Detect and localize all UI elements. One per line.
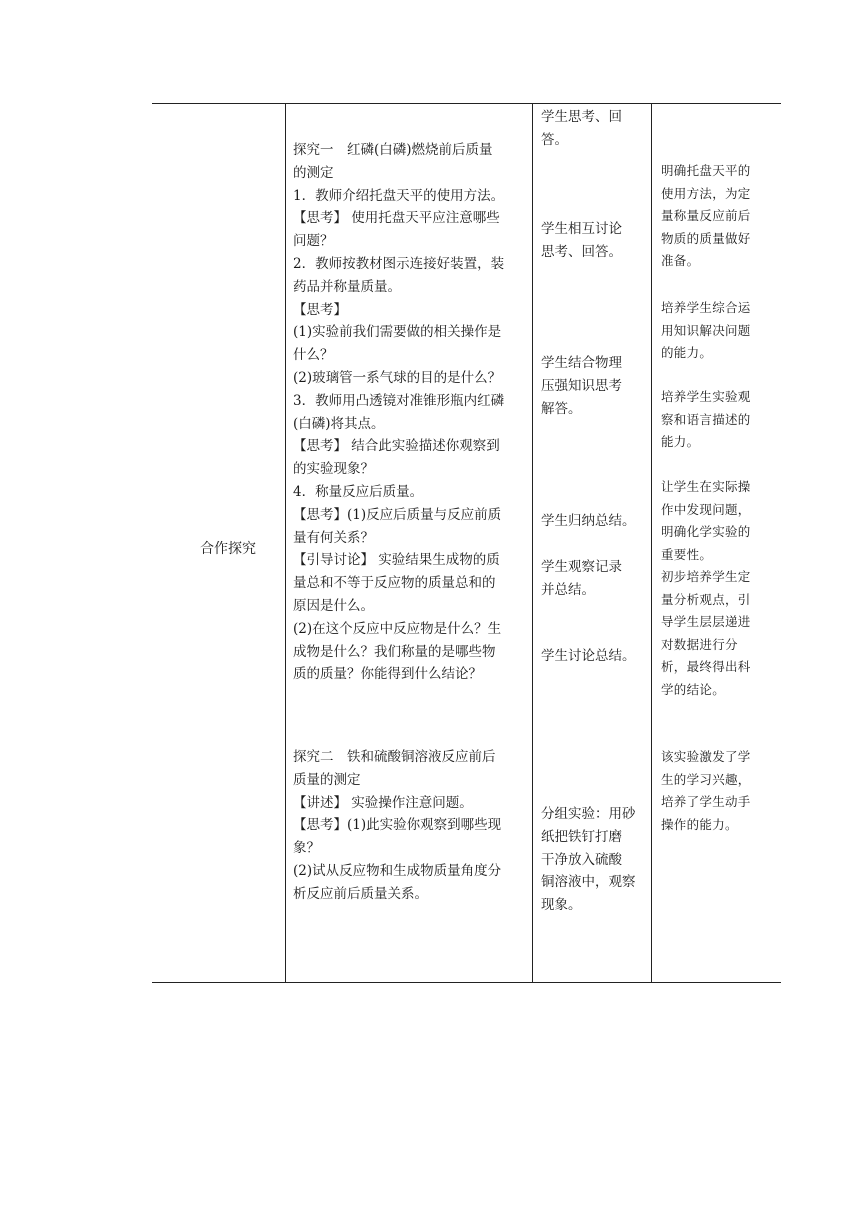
column-divider-3 xyxy=(651,103,652,983)
student-activity-2: 学生相互讨论 思考、回答。 xyxy=(541,221,622,260)
table-top-border xyxy=(152,103,781,104)
student-activity-7: 分组实验：用砂 纸把铁钉打磨 干净放入硫酸 铜溶液中，观察 现象。 xyxy=(541,806,636,914)
design-objective-2: 培养学生综合运 用知识解决问题 的能力。 xyxy=(661,300,751,360)
table-bottom-border xyxy=(152,982,781,983)
column-divider-1 xyxy=(285,103,286,983)
student-activity-3: 学生结合物理 压强知识思考 解答。 xyxy=(541,355,622,417)
teacher-activity-part1: 探究一 红磷(白磷)燃烧前后质量 的测定 1．教师介绍托盘天平的使用方法。 【思考】 使用托盘天平应注意哪些 问题？ 2．教师按教材图示连接好装置，装 药品并称量质量。 【思考】 (1)实验前我们需要做的相关操作是 什么？ (2)玻璃管一系气球的目的是什么？ 3．教师用凸透镜对准锥形瓶内红磷 (白磷)将其点。 【思考】 结合此实验描述你观察到 的实验现象？ 4．称量反应后质量。 【思考】(1)反应后质量与反应前质 量有何关系？ 【引导讨论】 实验结果生成物的质 量总和不等于反应物的质量总和的 原因是什么。 (2)在这个反应中反应物是什么？生 成物是什么？我们称量的是哪些物 质的质量？你能得到什么结论？ xyxy=(293,142,505,683)
student-activity-6: 学生讨论总结。 xyxy=(541,648,636,664)
stage-cell: 合作探究 xyxy=(200,541,256,557)
student-activity-5: 学生观察记录 并总结。 xyxy=(541,559,622,598)
column-divider-2 xyxy=(532,103,533,983)
design-objective-4: 让学生在实际操 作中发现问题， 明确化学实验的 重要性。 初步培养学生定 量分析观点，引 导学生层层递进 对数据进行分 析，最终得出科 学的结论。 xyxy=(661,479,751,697)
teacher-activity-part2: 探究二 铁和硫酸铜溶液反应前后 质量的测定 【讲述】 实验操作注意问题。 【思考】(1)此实验你观察到哪些现 象？ (2)试从反应物和生成物质量角度分 析反应前后质量关系。 xyxy=(293,749,502,902)
design-objective-3: 培养学生实验观 察和语言描述的 能力。 xyxy=(661,389,751,449)
design-objective-1: 明确托盘天平的 使用方法，为定 量称量反应前后 物质的质量做好 准备。 xyxy=(661,163,751,268)
student-activity-4: 学生归纳总结。 xyxy=(541,513,636,529)
student-activity-1: 学生思考、回 答。 xyxy=(541,109,622,148)
design-objective-5: 该实验激发了学 生的学习兴趣， 培养了学生动手 操作的能力。 xyxy=(661,749,751,832)
